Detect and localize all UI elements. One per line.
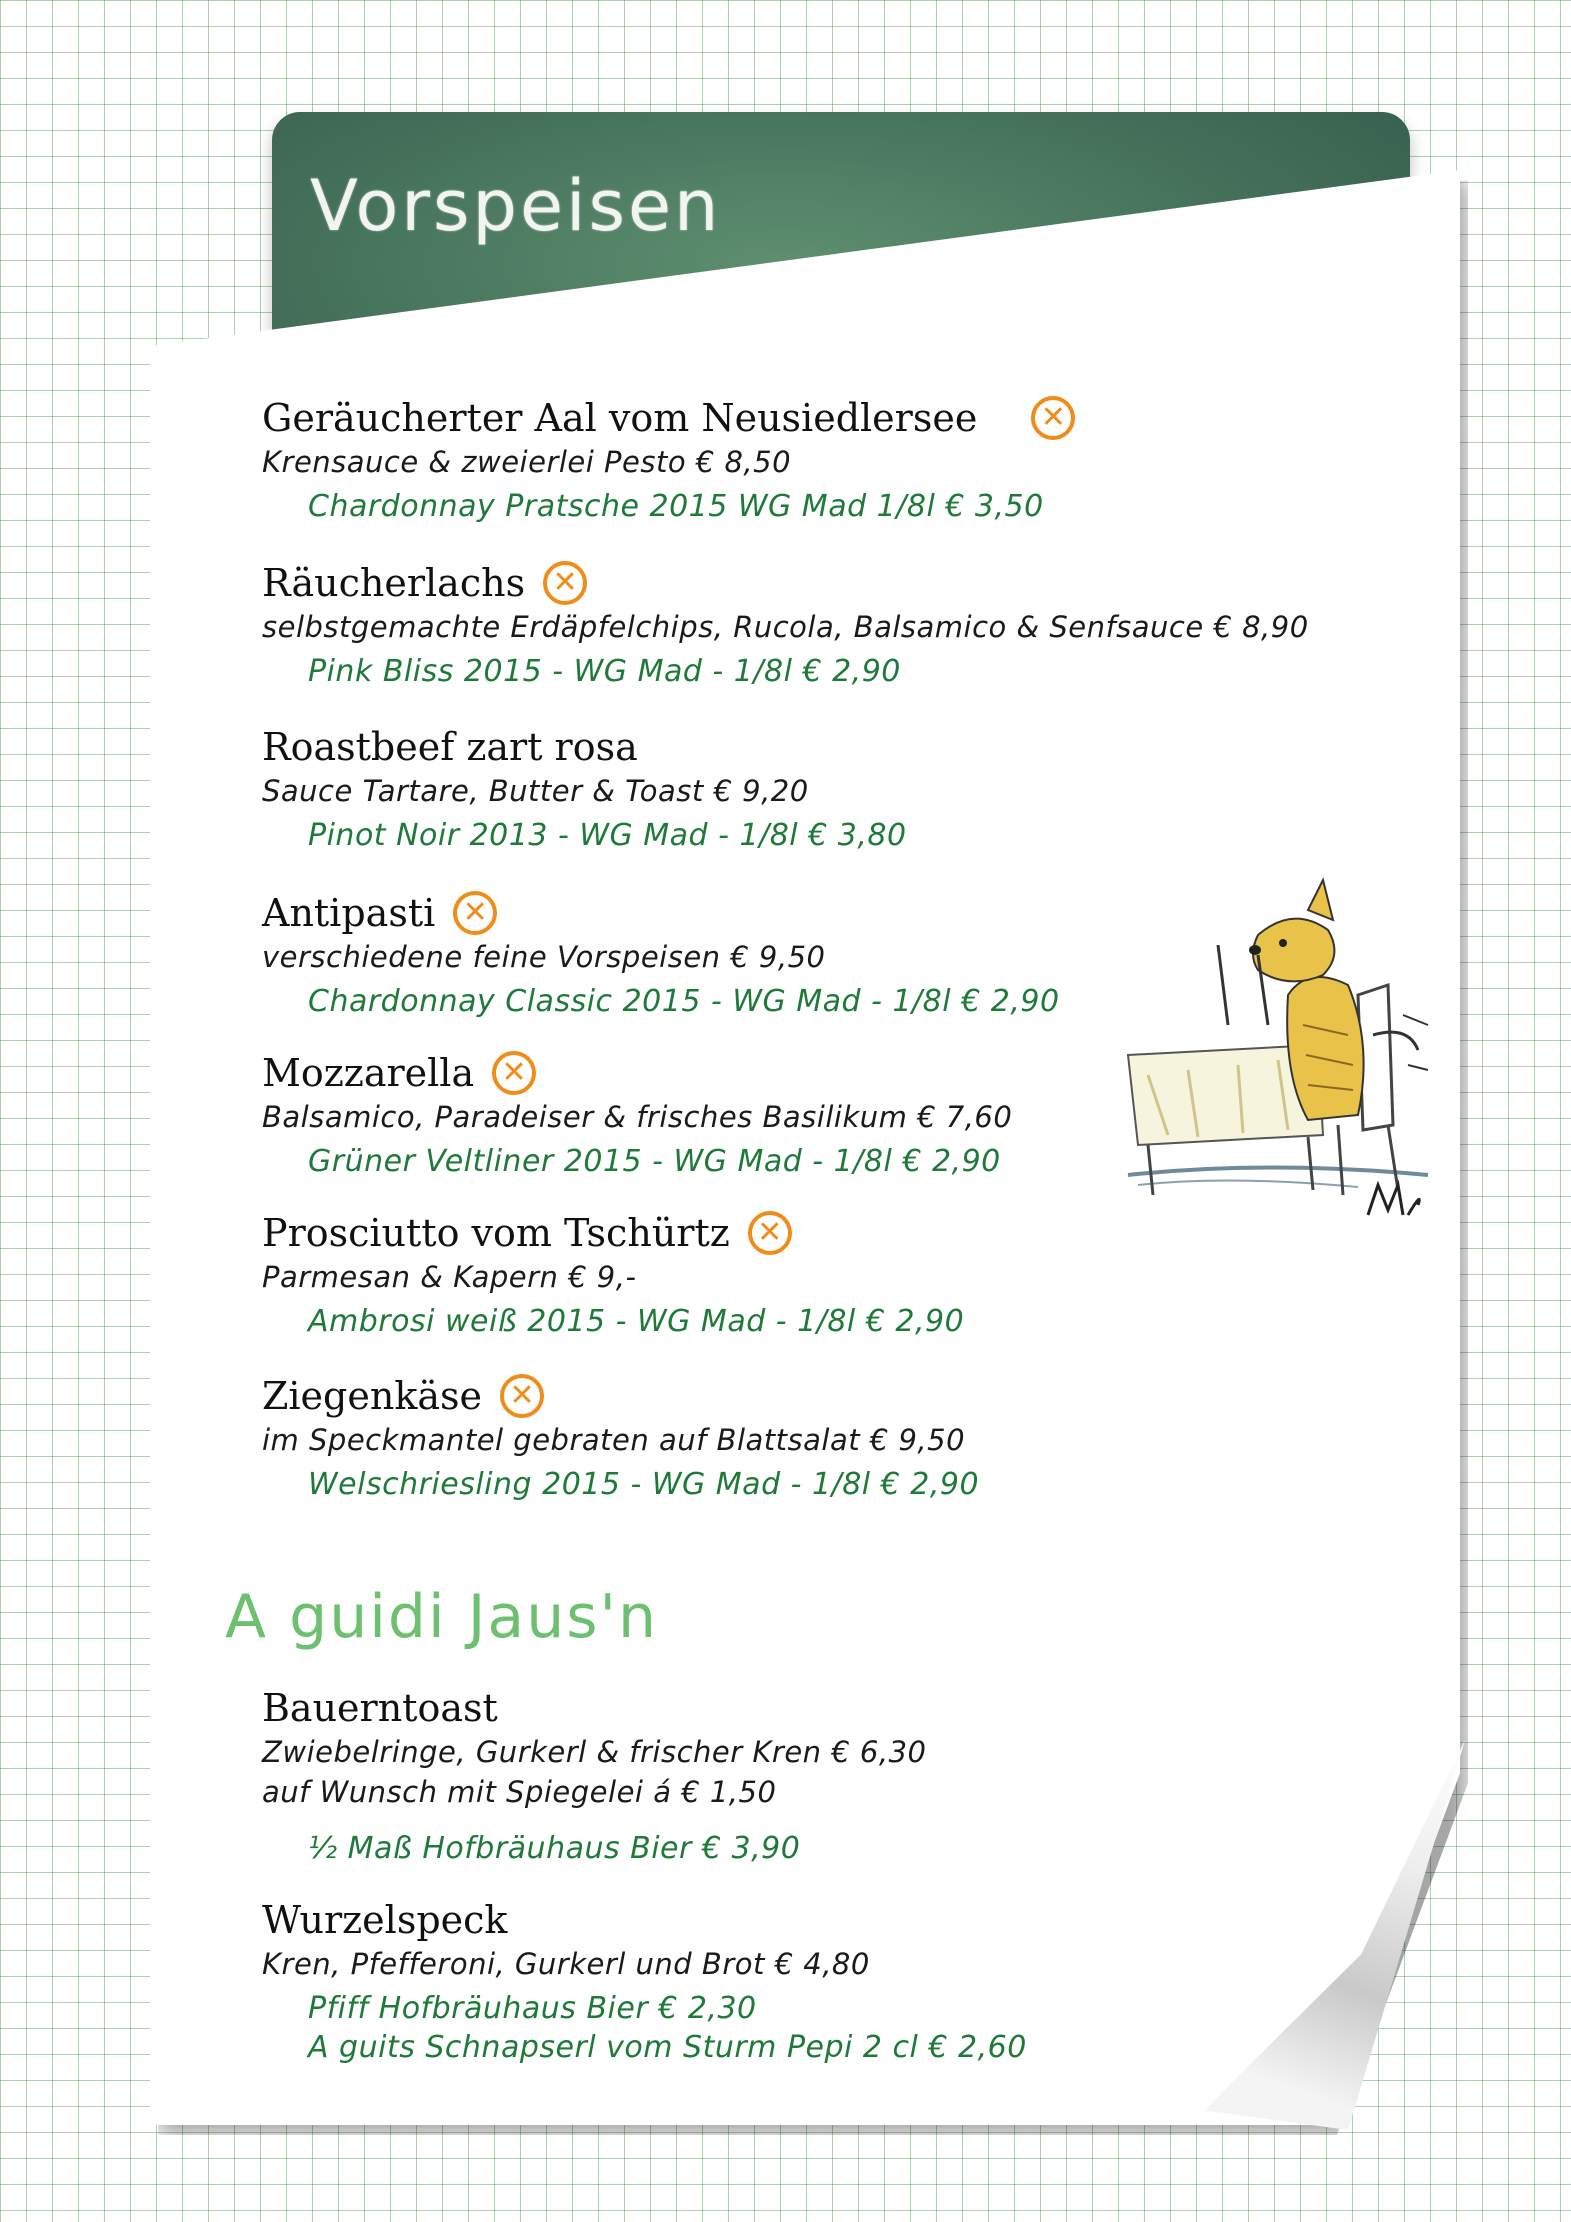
menu-item-bauerntoast [262,1685,927,1866]
menu-item-prosciutto [262,1210,964,1339]
menu-item-wurzelspeck [262,1897,1027,2065]
item-name: Prosciutto vom Tschürtz [262,1211,730,1255]
item-description: Zwiebelringe, Gurkerl & frischer Kren € 6,30 [262,1735,927,1769]
wine-pairing: Chardonnay Pratsche 2015 WG Mad 1/8l € 3,50 [308,489,1044,524]
menu-item-aal [262,395,1075,524]
item-name: Wurzelspeck [262,1898,508,1942]
menu-item-raeucherlachs [262,560,1309,689]
item-description: selbstgemachte Erdäpfelchips, Rucola, Balsamico & Senfsauce € 8,90 [262,610,1309,644]
wine-pairing: Grüner Veltliner 2015 - WG Mad - 1/8l € 2,90 [308,1144,1001,1179]
beer-pairing: ½ Maß Hofbräuhaus Bier € 3,90 [308,1831,801,1866]
crossed-fork-knife-icon: ✕ [492,1051,536,1095]
schnaps-pairing: A guits Schnapserl vom Sturm Pepi 2 cl € 2,60 [308,2030,1027,2065]
item-description-extra: auf Wunsch mit Spiegelei á € 1,50 [262,1775,777,1809]
crossed-fork-knife-icon: ✕ [543,561,587,605]
dog-dining-illustration-icon [1108,875,1438,1245]
wine-pairing: Ambrosi weiß 2015 - WG Mad - 1/8l € 2,90 [308,1304,965,1339]
wine-pairing: Pinot Noir 2013 - WG Mad - 1/8l € 3,80 [308,818,907,853]
menu-item-antipasti [262,890,1060,1019]
wine-pairing: Welschriesling 2015 - WG Mad - 1/8l € 2,90 [308,1467,980,1502]
item-description: Balsamico, Paradeiser & frisches Basilikum € 7,60 [262,1100,1013,1134]
item-name: Ziegenkäse [262,1374,483,1418]
item-description: Krensauce & zweierlei Pesto € 8,50 [262,445,792,479]
item-name: Räucherlachs [262,561,526,605]
item-description: Parmesan & Kapern € 9,- [262,1260,637,1294]
item-description: Sauce Tartare, Butter & Toast € 9,20 [262,774,809,808]
wine-pairing: Pink Bliss 2015 - WG Mad - 1/8l € 2,90 [308,654,901,689]
item-description: im Speckmantel gebraten auf Blattsalat € 9,50 [262,1423,966,1457]
beer-pairing: Pfiff Hofbräuhaus Bier € 2,30 [308,1991,757,2026]
item-name: Antipasti [262,891,436,935]
item-description: Kren, Pfefferoni, Gurkerl und Brot € 4,80 [262,1947,870,1981]
item-name: Mozzarella [262,1051,475,1095]
wine-pairing: Chardonnay Classic 2015 - WG Mad - 1/8l € 2,90 [308,984,1060,1019]
item-name: Roastbeef zart rosa [262,725,638,769]
crossed-fork-knife-icon: ✕ [748,1211,792,1255]
crossed-fork-knife-icon: ✕ [1031,396,1075,440]
crossed-fork-knife-icon: ✕ [453,891,497,935]
menu-item-mozzarella [262,1050,1012,1179]
section-title-jause: A guidi Jaus'n [225,1582,658,1652]
page-title: Vorspeisen [310,165,722,247]
item-name: Bauerntoast [262,1686,498,1730]
item-description: verschiedene feine Vorspeisen € 9,50 [262,940,826,974]
crossed-fork-knife-icon: ✕ [500,1374,544,1418]
item-name: Geräucherter Aal vom Neusiedlersee [262,396,978,440]
menu-item-roastbeef [262,724,907,853]
menu-item-ziegenkaese [262,1373,979,1502]
